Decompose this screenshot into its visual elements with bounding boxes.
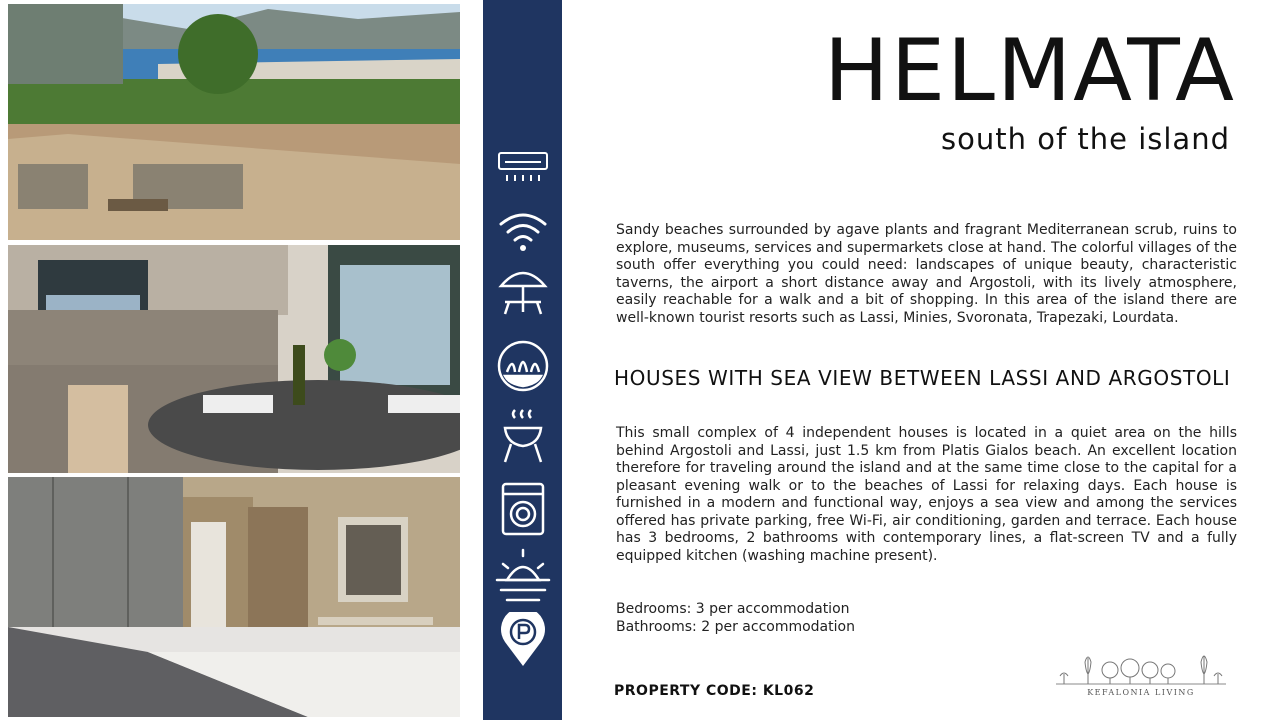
kitchen-dining-photo — [8, 245, 460, 473]
page-title: HELMATA — [824, 21, 1236, 121]
air-conditioner-icon — [493, 147, 553, 203]
property-code: PROPERTY CODE: KL062 — [614, 683, 815, 699]
bathrooms-fact: Bathrooms: 2 per accommodation — [616, 618, 855, 635]
wifi-icon — [493, 204, 553, 260]
barbecue-icon — [493, 408, 553, 464]
amenity-bar — [483, 0, 562, 720]
property-facts — [616, 601, 855, 636]
sunset-icon — [493, 548, 553, 604]
washing-machine-icon — [493, 482, 553, 538]
intro-paragraph: Sandy beaches surrounded by agave plants and fragrant Mediterranean scrub, ruins to explore, museums, services and supermarkets close at hand. The colorful villages of the south offer everything you could need: landscapes of unique beauty, characteristic taverns, the airport a short distance away and Argostoli, with its lively atmosphere, easily reachable for a walk and a bit of shopping. In this area of the island there are well-known tourist resorts such as Lassi, Minies, Svoronata, Trapezaki, Lourdata. — [616, 222, 1237, 326]
kefalonia-living-logo — [1054, 650, 1228, 698]
description-paragraph: This small complex of 4 independent houses is located in a quiet area on the hills behind Argostoli and Lassi, just 1.5 km from Platis Gialos beach. An excellent location therefore for traveling around the island and at the same time close to the capital for a pleasant evening walk or to the beaches of Lassi for relaxing days. Each house is furnished in a modern and functional way, enjoys a sea view and among the services offered has private parking, free Wi-Fi, air conditioning, garden and terrace. Each house has 3 bedrooms, 2 bathrooms with contemporary lines, a flat-screen TV and a fully equipped kitchen (washing machine present). — [616, 425, 1237, 564]
garden-umbrella-icon — [493, 264, 553, 320]
logo-text: KEFALONIA LIVING — [1087, 688, 1195, 697]
page-subtitle: south of the island — [941, 122, 1230, 156]
bedrooms-fact: Bedrooms: 3 per accommodation — [616, 601, 850, 617]
section-heading: HOUSES WITH SEA VIEW BETWEEN LASSI AND ARGOSTOLI — [614, 366, 1231, 390]
garden-icon — [493, 338, 553, 394]
terrace-sea-view-photo — [8, 4, 460, 240]
parking-icon — [493, 612, 553, 668]
bedroom-photo — [8, 477, 460, 717]
